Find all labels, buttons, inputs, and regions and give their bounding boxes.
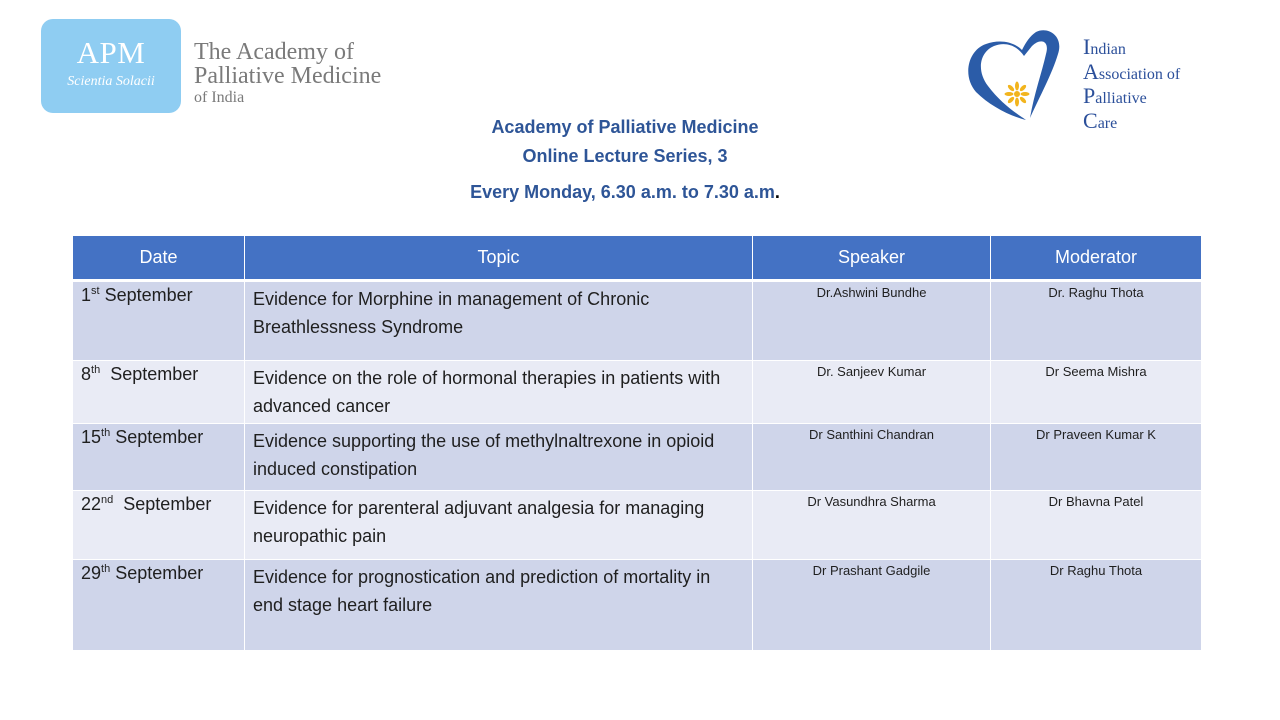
topic-cell: Evidence for prognostication and prediction of mortality in end stage heart failure: [245, 560, 753, 651]
moderator-cell: Dr Praveen Kumar K: [991, 424, 1202, 491]
title-line2: Online Lecture Series, 3: [522, 146, 728, 166]
date-day: 15: [81, 427, 102, 447]
date-day: 1: [81, 285, 92, 305]
date-suffix: th: [101, 427, 111, 439]
iapc-cap-p: P: [1083, 83, 1096, 108]
apm-name-line3: of India: [194, 89, 245, 106]
table-row: [73, 281, 1202, 361]
apm-name-line2: Palliative Medicine: [194, 63, 382, 89]
table-row: [73, 491, 1202, 560]
date-cell: [73, 361, 245, 424]
flower-icon: [1005, 82, 1030, 107]
topic-cell: Evidence for Morphine in management of Chronic Breathlessness Syndrome: [245, 281, 753, 361]
header-moderator: Moderator: [991, 236, 1202, 281]
date-cell: [73, 424, 245, 491]
date-cell: [73, 281, 245, 361]
topic-cell: Evidence for parenteral adjuvant analgesia for managing neuropathic pain: [245, 491, 753, 560]
table-row: [73, 424, 1202, 491]
date-month: September: [110, 427, 204, 447]
moderator-cell: Dr Bhavna Patel: [991, 491, 1202, 560]
lecture-schedule-table: [72, 235, 1202, 651]
header-speaker: Speaker: [753, 236, 991, 281]
apm-logo: [41, 19, 181, 113]
schedule-time-end: .: [774, 182, 780, 202]
title-line3: [0, 178, 1250, 207]
date-suffix: nd: [101, 494, 114, 506]
iapc-cap-i: I: [1083, 34, 1091, 59]
moderator-cell: Dr Seema Mishra: [991, 361, 1202, 424]
speaker-cell: Dr Vasundhra Sharma: [753, 491, 991, 560]
table-header-row: [73, 236, 1202, 281]
topic-cell: Evidence supporting the use of methylnaltrexone in opioid induced constipation: [245, 424, 753, 491]
date-month: September: [100, 364, 199, 384]
heart-icon: [966, 28, 1081, 124]
date-day: 8: [81, 364, 92, 384]
speaker-cell: Dr.Ashwini Bundhe: [753, 281, 991, 361]
apm-name-line1: The Academy of: [194, 39, 354, 65]
moderator-cell: Dr. Raghu Thota: [991, 281, 1202, 361]
date-cell: [73, 491, 245, 560]
topic-cell: Evidence on the role of hormonal therapies in patients with advanced cancer: [245, 361, 753, 424]
speaker-cell: Dr Prashant Gadgile: [753, 560, 991, 651]
date-suffix: th: [91, 364, 101, 376]
schedule-time: Every Monday, 6.30 a.m. to 7.30 a.m: [470, 182, 775, 202]
apm-organization-name: [194, 40, 381, 108]
date-day: 29: [81, 563, 102, 583]
moderator-cell: Dr Raghu Thota: [991, 560, 1202, 651]
iapc-line4: are: [1097, 114, 1118, 132]
iapc-cap-a: A: [1083, 58, 1099, 84]
lecture-series-title: [0, 113, 1250, 207]
table-row: [73, 560, 1202, 651]
apm-logo-abbr: APM: [76, 35, 146, 70]
table-row: [73, 361, 1202, 424]
date-suffix: st: [91, 285, 100, 297]
apm-logo-motto: Scientia Solacii: [67, 74, 155, 89]
iapc-line1: ndian: [1090, 41, 1126, 58]
date-month: September: [99, 285, 193, 305]
speaker-cell: Dr Santhini Chandran: [753, 424, 991, 491]
iapc-logo: [966, 28, 1206, 133]
header-date: Date: [73, 236, 245, 281]
date-cell: [73, 560, 245, 651]
iapc-line3: alliative: [1095, 90, 1147, 107]
title-line1: Academy of Palliative Medicine: [491, 117, 759, 137]
speaker-cell: Dr. Sanjeev Kumar: [753, 361, 991, 424]
date-suffix: th: [101, 563, 111, 575]
header-topic: Topic: [245, 236, 753, 281]
date-month: September: [110, 563, 204, 583]
date-day: 22: [81, 494, 102, 514]
date-month: September: [113, 494, 212, 514]
iapc-cap-c: C: [1083, 107, 1098, 133]
iapc-line2: ssociation of: [1098, 65, 1181, 83]
